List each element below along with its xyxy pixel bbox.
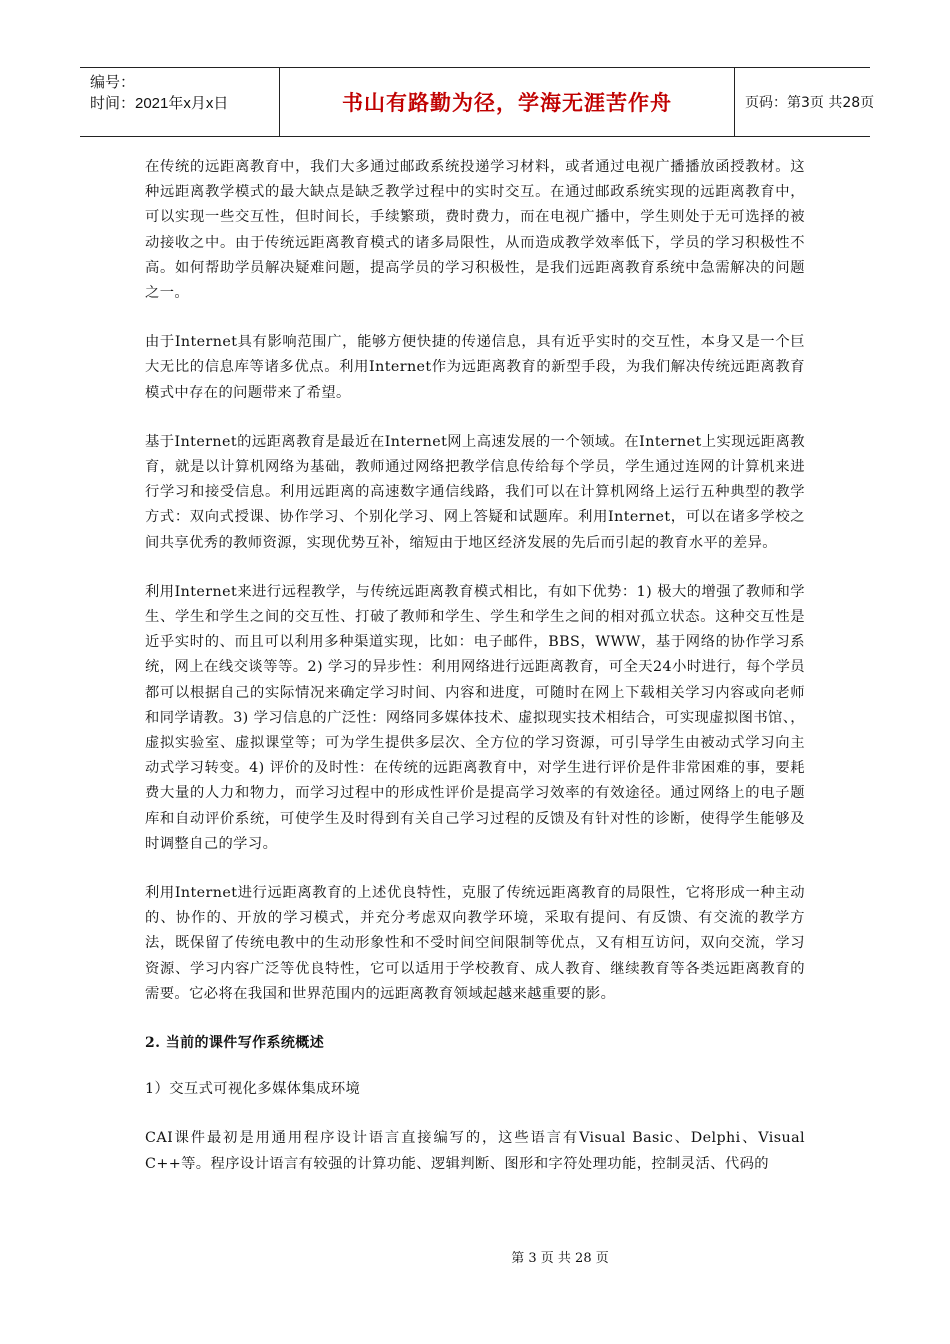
header-time-label: 时间：2021年x月x日	[90, 95, 229, 112]
paragraph-1: 在传统的远距离教育中，我们大多通过邮政系统投递学习材料，或者通过电视广播播放函授教材。这种远距离教学模式的最大缺点是缺乏教学过程中的实时交互。在通过邮政系统实现的远距离教育中，可以实现一些交互性，但时间长，手续繁琐，费时费力，而在电视广播中，学生则处于无可选择的被动接收之中。由于传统远距离教育模式的诸多局限性，从而造成教学效率低下，学员的学习积极性不高。如何帮助学员解决疑难问题，提高学员的学习积极性，是我们远距离教育系统中急需解决的问题之一。	[145, 159, 805, 302]
header-motto: 书山有路勤为径，学海无涯苦作舟	[342, 91, 672, 115]
paragraph-3: 基于Internet的远距离教育是最近在Internet网上高速发展的一个领域。在Internet上实现远距离教育，就是以计算机网络为基础，教师通过网络把教学信息传给每个学员，学生通过连网的计算机来进行学习和接受信息。利用远距离的高速数字通信线路，我们可以在计算机网络上运行五种典型的教学方式：双向式授课、协作学习、个别化学习、网上答疑和试题库。利用Internet，可以在诸多学校之间共享优秀的教师资源，实现优势互补，缩短由于地区经济发展的先后而引起的教育水平的差异。	[145, 433, 805, 551]
section-heading: 2. 当前的课件写作系统概述	[145, 1035, 325, 1052]
subheading: 1）交互式可视化多媒体集成环境	[145, 1081, 361, 1098]
paragraph-2: 由于Internet具有影响范围广，能够方便快捷的传递信息，具有近乎实时的交互性，本身又是一个巨大无比的信息库等诸多优点。利用Internet作为远距离教育的新型手段，为我们解决传统远距离教育模式中存在的问题带来了希望。	[145, 334, 805, 401]
page-header	[80, 67, 875, 137]
paragraph-6: CAI课件最初是用通用程序设计语言直接编写的，这些语言有Visual Basic、Delphi、Visual C++等。程序设计语言有较强的计算功能、逻辑判断、图形和字符处理功能，控制灵活、代码的	[145, 1130, 805, 1172]
header-page-code: 页码：第3页 共28页	[745, 95, 875, 111]
header-meta	[80, 68, 280, 136]
document-body	[145, 155, 805, 1201]
header-number-label: 编号：	[90, 74, 136, 91]
header-motto-cell	[280, 68, 735, 136]
paragraph-4: 利用Internet来进行远程教学，与传统远距离教育模式相比，有如下优势：1) 极大的增强了教师和学生、学生和学生之间的交互性、打破了教师和学生、学生和学生之间的相对孤立状态。这种交互性是近乎实时的、而且可以利用多种渠道实现，比如：电子邮件，BBS，WWW，基于网络的协作学习系统，网上在线交谈等等。2) 学习的异步性：利用网络进行远距离教育，可全天24小时进行，每个学员都可以根据自己的实际情况来确定学习时间、内容和进度，可随时在网上下载相关学习内容或向老师和同学请教。3) 学习信息的广泛性：网络同多媒体技术、虚拟现实技术相结合，可实现虚拟图书馆、，虚拟实验室、虚拟课堂等；可为学生提供多层次、全方位的学习资源，可引导学生由被动式学习向主动式学习转变。4) 评价的及时性：在传统的远距离教育中，对学生进行评价是件非常困难的事，要耗费大量的人力和物力，而学习过程中的形成性评价是提高学习效率的有效途径。通过网络上的电子题库和自动评价系统，可使学生及时得到有关自己学习过程的反馈及有针对性的诊断，使得学生能够及时调整自己的学习。	[145, 583, 805, 852]
page-footer: 第 3 页 共 28 页	[511, 1251, 609, 1266]
paragraph-5: 利用Internet进行远距离教育的上述优良特性，克服了传统远距离教育的局限性，它将形成一种主动的、协作的、开放的学习模式，并充分考虑双向教学环境，采取有提问、有反馈、有交流的教学方法，既保留了传统电教中的生动形象性和不受时间空间限制等优点，又有相互访问，双向交流，学习资源、学习内容广泛等优良特性，它可以适用于学校教育、成人教育、继续教育等各类远距离教育的需要。它必将在我国和世界范围内的远距离教育领域起越来越重要的影。	[145, 885, 805, 1002]
